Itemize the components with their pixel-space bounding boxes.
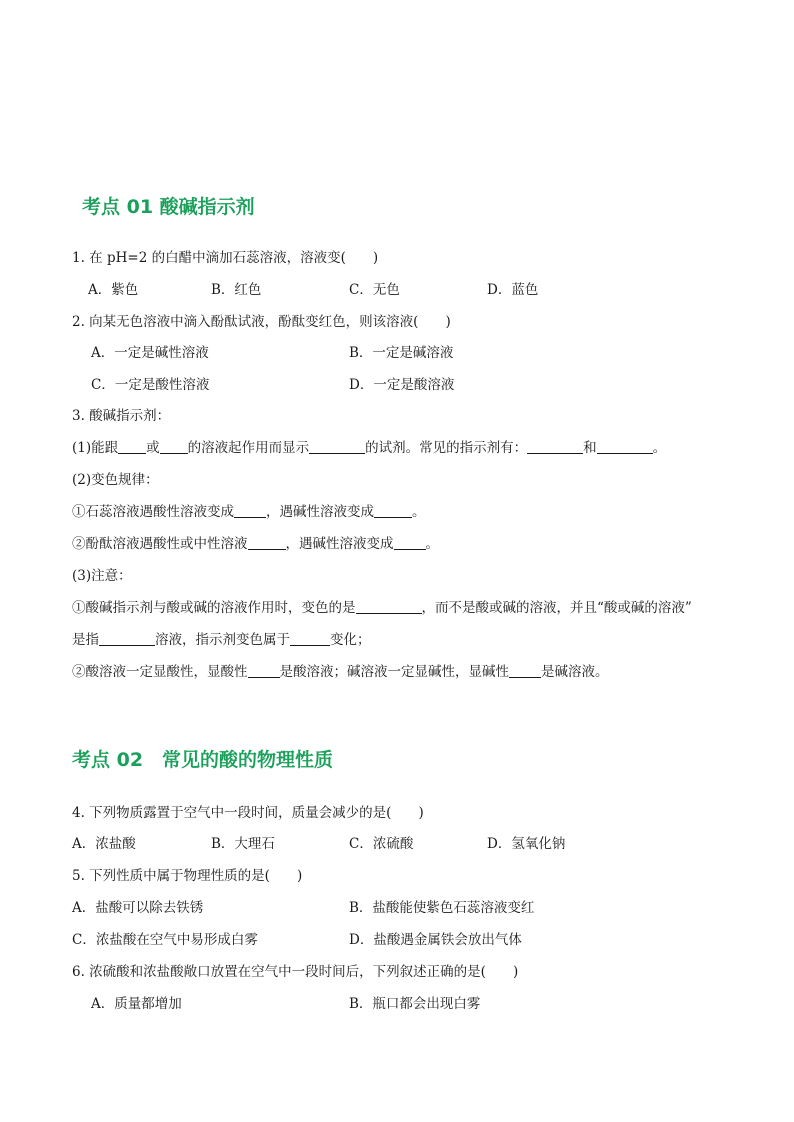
q4-stem: 4. 下列物质露置于空气中一段时间，质量会减少的是( ) [72,805,424,821]
answer-blank [527,439,583,454]
answer-blank [234,503,266,518]
q3-part3-note1 [72,599,692,617]
section-2-title: 考点 02 常见的酸的物理性质 [72,749,334,771]
q6-stem: 6. 浓硫酸和浓盐酸敞口放置在空气中一段时间后，下列叙述正确的是( ) [72,964,519,980]
q3-part1-text-f: 。 [652,440,667,456]
q3-note1-text-e: 变化； [330,632,371,648]
q4-option-a: A．浓盐酸 [72,836,136,852]
q2-stem: 2. 向某无色溶液中滴入酚酞试液，酚酞变红色，则该溶液( ) [72,314,451,330]
q1-option-d: D．蓝色 [487,282,539,298]
q3-rule2-text-c: 。 [425,536,439,552]
q3-note1-text-b: ，而不是酸或碱的溶液，并且“酸或碱的溶液” [421,600,692,616]
q3-part3-note1-cont [72,631,371,649]
q1-stem: 1. 在 pH=2 的白醋中滴加石蕊溶液，溶液变( ) [72,250,379,266]
q5-option-a: A．盐酸可以除去铁锈 [72,900,204,916]
q2-option-a: A．一定是碱性溶液 [91,345,209,361]
answer-blank [374,503,412,518]
q3-note1-text-a: ①酸碱指示剂与酸或碱的溶液作用时，变色的是 [72,600,356,616]
q5-option-d: D．盐酸遇金属铁会放出气体 [349,932,522,948]
answer-blank [248,663,280,678]
q3-part2: (2)变色规律： [72,472,159,488]
q3-note1-text-d: 溶液，指示剂变色属于 [155,632,290,648]
q2-option-d: D．一定是酸溶液 [349,377,455,393]
answer-blank [309,439,365,454]
q4-option-d: D．氢氧化钠 [487,836,566,852]
q3-part3: (3)注意： [72,568,132,584]
answer-blank [99,631,155,646]
q3-part1-text-d: 的试剂。常见的指示剂有： [365,440,528,456]
q3-part2-rule2 [72,535,439,553]
q2-option-b: B．一定是碱溶液 [349,345,454,361]
q1-option-a: A．紫色 [88,282,139,298]
answer-blank [509,663,541,678]
q3-part3-note2 [72,663,609,681]
section-1-title: 考点 01 酸碱指示剂 [82,196,255,218]
q3-part1-text-b: 或 [146,440,160,456]
q3-note2-text-b: 是酸溶液；碱溶液一定显碱性，显碱性 [279,664,509,680]
answer-blank [597,439,653,454]
q3-rule2-text-a: ②酚酞溶液遇酸性或中性溶液 [72,536,248,552]
answer-blank [160,439,188,454]
answer-blank [290,631,330,646]
q3-rule2-text-b: ，遇碱性溶液变成 [285,536,394,552]
q1-option-c: C．无色 [349,282,400,298]
q3-part1-text-a: (1)能跟 [72,440,119,456]
q5-option-c: C．浓盐酸在空气中易形成白雾 [72,932,258,948]
q3-note2-text-a: ②酸溶液一定显酸性，显酸性 [72,664,248,680]
q3-part1-text-e: 和 [583,440,597,456]
q4-option-b: B．大理石 [211,836,275,852]
answer-blank [118,439,146,454]
q4-option-c: C．浓硫酸 [349,836,414,852]
q3-rule1-text-b: ，遇碱性溶液变成 [266,504,374,520]
q3-stem: 3. 酸碱指示剂： [72,408,171,424]
answer-blank [248,535,286,550]
q1-option-b: B．红色 [211,282,262,298]
q3-note2-text-c: 是碱溶液。 [541,664,609,680]
answer-blank [356,599,422,614]
q6-option-b: B．瓶口都会出现白雾 [349,996,481,1012]
q3-part2-rule1 [72,503,426,521]
q3-note1-text-c: 是指 [72,632,99,648]
q3-part1 [72,439,666,457]
q5-option-b: B．盐酸能使紫色石蕊溶液变红 [349,900,535,916]
q3-part1-text-c: 的溶液起作用而显示 [187,440,310,456]
q2-option-c: C．一定是酸性溶液 [91,377,210,393]
answer-blank [394,535,426,550]
q3-rule1-text-a: ①石蕊溶液遇酸性溶液变成 [72,504,234,520]
q3-rule1-text-c: 。 [412,504,426,520]
q5-stem: 5. 下列性质中属于物理性质的是( ) [72,868,303,884]
q6-option-a: A．质量都增加 [91,996,182,1012]
